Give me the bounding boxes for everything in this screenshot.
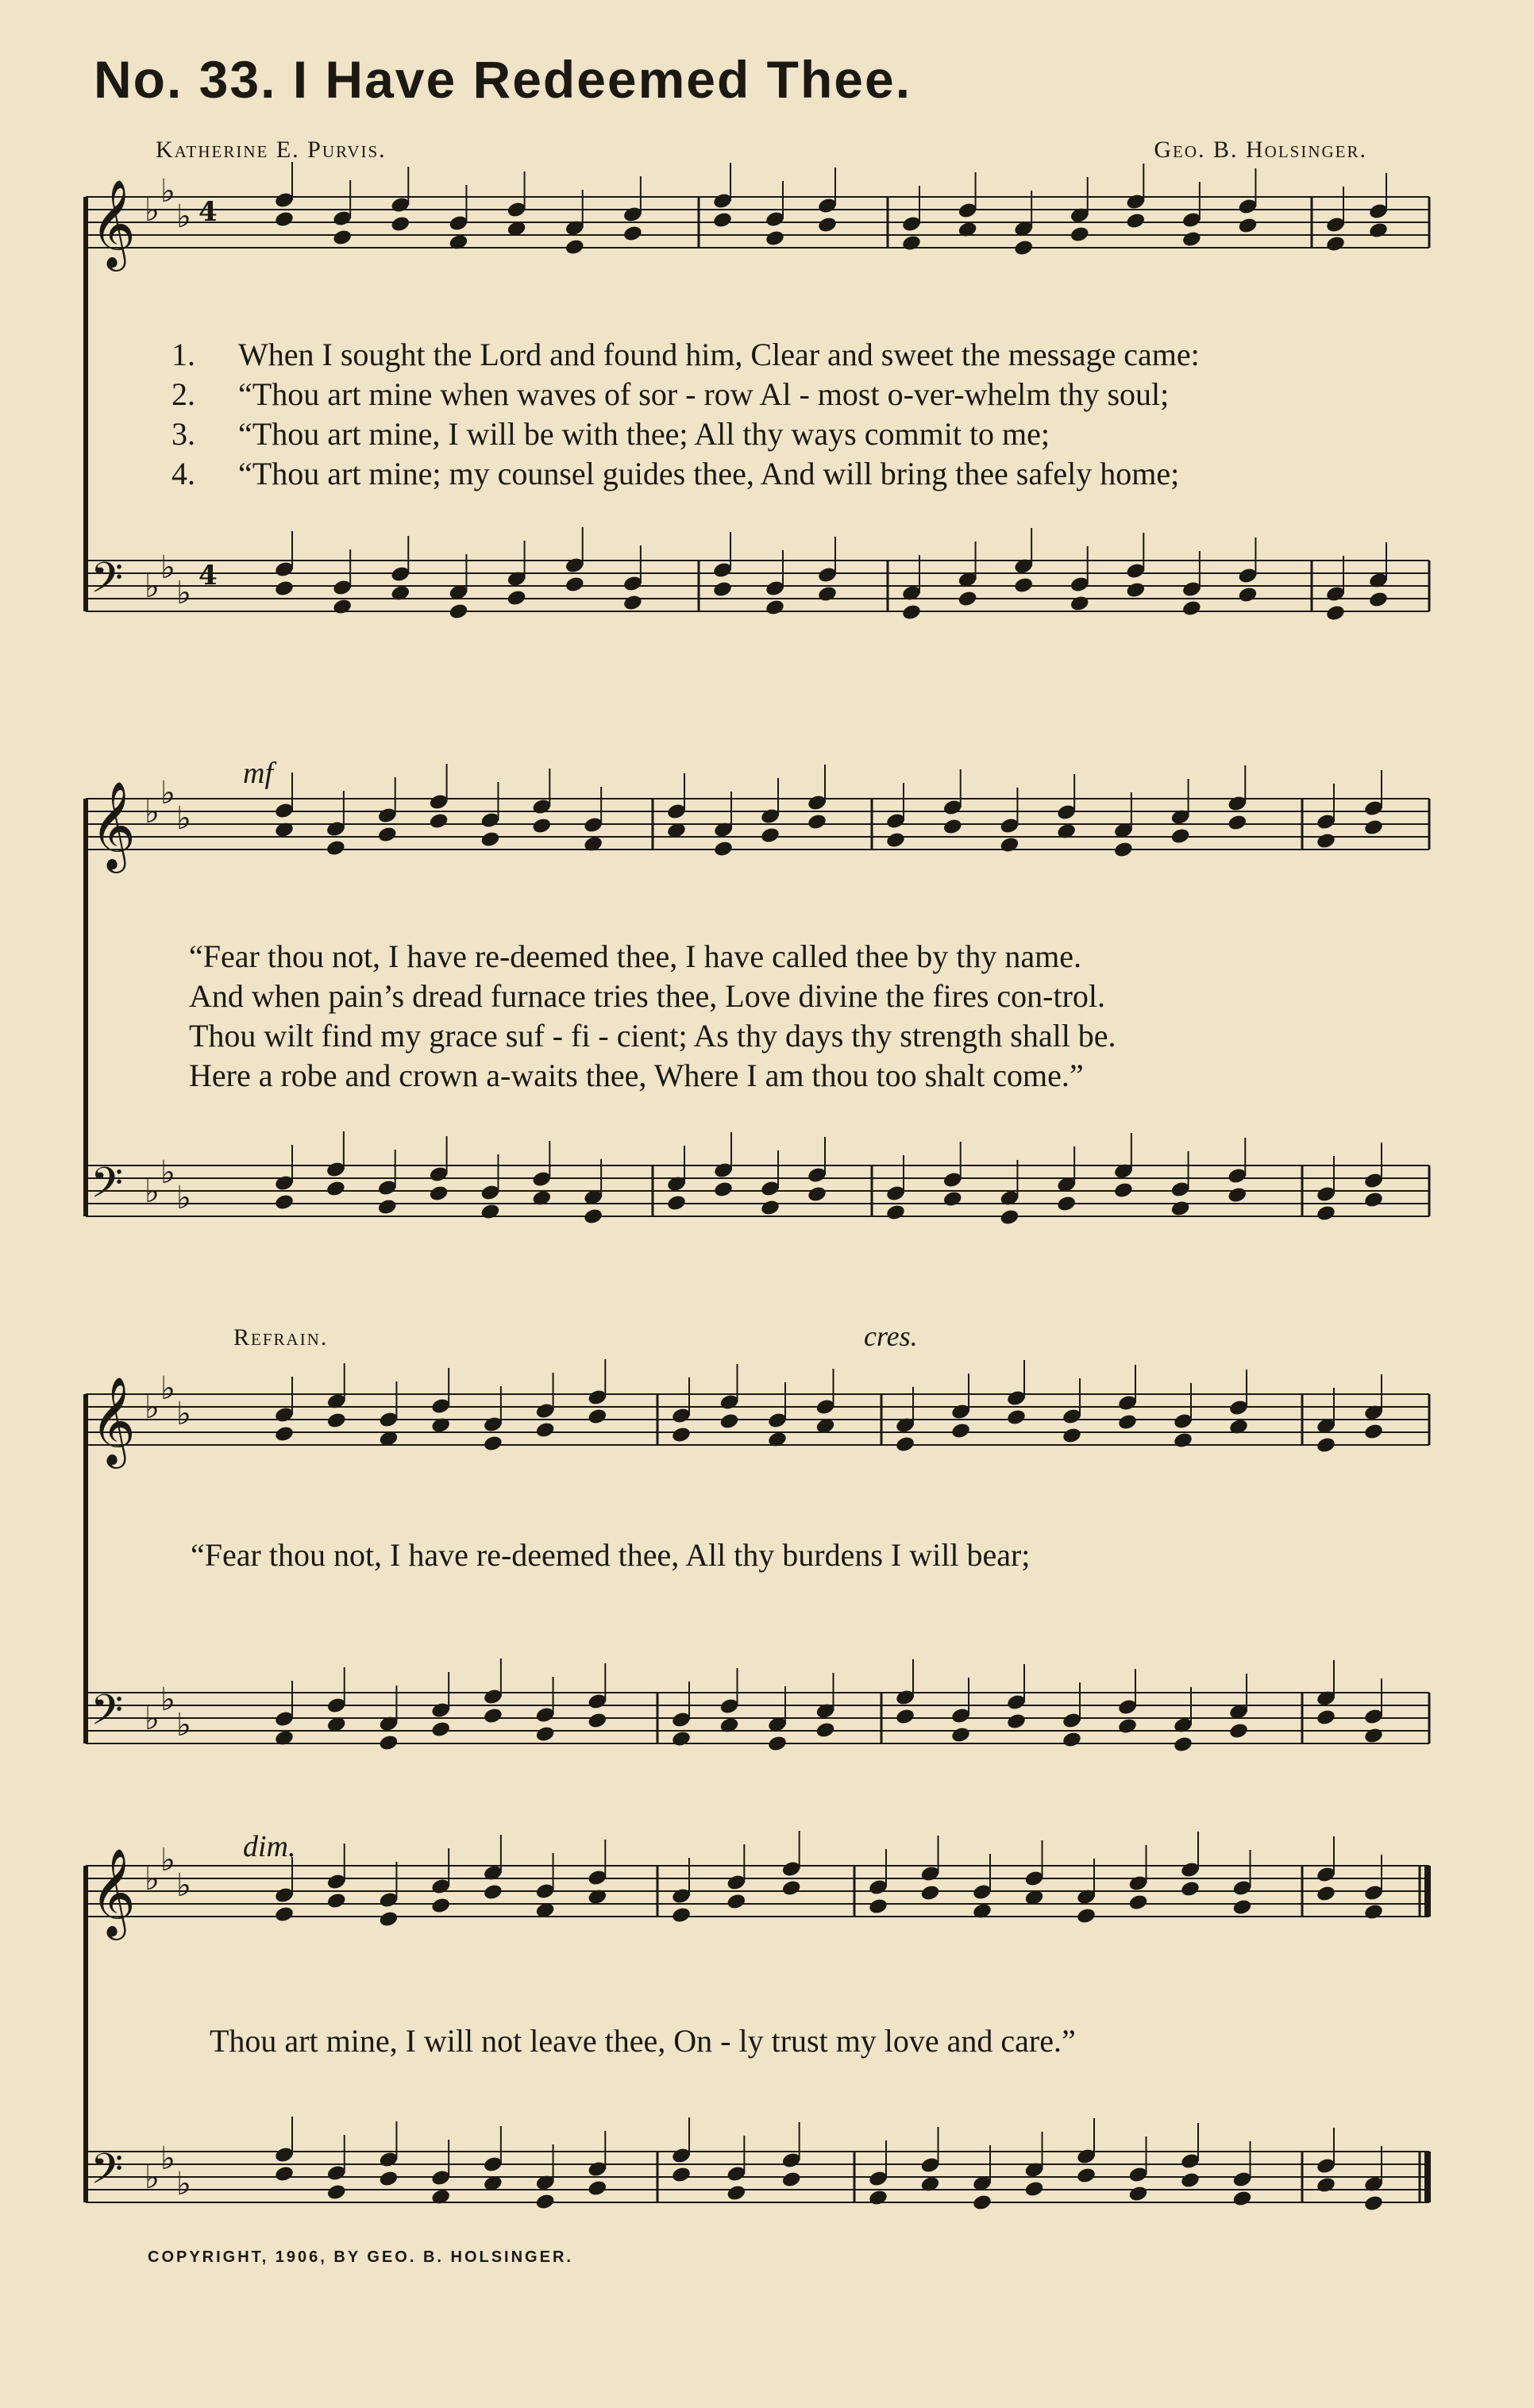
note-head [919, 1884, 940, 1902]
note-head [666, 1194, 687, 1212]
flat-sign: ♭ [145, 2159, 160, 2196]
flat-sign: ♭ [145, 1861, 160, 1898]
note-head [726, 1893, 746, 1911]
refrain-line-2: Thou art mine, I will not leave thee, On - ly trust my love and care.” [210, 2023, 1076, 2059]
note-head [760, 1199, 780, 1217]
flat-sign: ♭ [176, 1867, 191, 1904]
note-head [713, 840, 734, 858]
note-head [565, 238, 585, 256]
note-head [480, 1203, 500, 1221]
note-head [377, 826, 398, 844]
verse-text-1: When I sought the Lord and found him, Clear and sweet the message came: [238, 337, 1200, 372]
note-head [448, 603, 468, 621]
note-head [1316, 1709, 1336, 1727]
note-head [1173, 1431, 1193, 1450]
note-head [671, 1426, 692, 1444]
note-head [274, 1425, 295, 1443]
treble-clef: 𝄞 [91, 1376, 136, 1465]
note-head [1127, 1894, 1148, 1912]
note-head [1227, 814, 1247, 832]
note-head [901, 234, 922, 252]
verse-line-4 [172, 454, 1200, 494]
note-head [1113, 841, 1134, 859]
note-head [274, 210, 295, 229]
note-head [1316, 1885, 1336, 1903]
dynamic-mf: mf [243, 757, 273, 790]
composer-credit: Geo. B. Holsinger. [1154, 137, 1367, 163]
note-head [1368, 222, 1389, 240]
flat-sign: ♭ [160, 2140, 175, 2177]
note-head [326, 2183, 347, 2202]
note-head [1076, 1907, 1097, 1925]
note-head [999, 836, 1019, 854]
note-head [1056, 1195, 1077, 1213]
note-head [483, 1435, 503, 1453]
author-credit: Katherine E. Purvis. [156, 137, 387, 163]
verse-block [172, 335, 1200, 494]
verse-line-1 [172, 335, 1200, 375]
time-signature: 4 [198, 196, 218, 228]
note-head [1023, 2180, 1044, 2198]
note-head [1180, 1880, 1201, 1898]
note-head [534, 1725, 555, 1743]
continuation-line-4: Here a robe and crown a-waits thee, Where I am thou too shalt come.” [189, 1058, 1084, 1093]
verse-line-3 [172, 414, 1200, 454]
note-head [942, 1190, 963, 1208]
note-head [1013, 576, 1034, 595]
note-head [430, 1720, 451, 1739]
note-head [534, 1421, 555, 1439]
note-head [1013, 239, 1034, 257]
note-head [1363, 2194, 1384, 2213]
note-head [274, 1905, 295, 1924]
note-head [1363, 1423, 1384, 1441]
note-head [1170, 827, 1190, 846]
treble-clef: 𝄞 [91, 780, 136, 869]
note-head [765, 599, 785, 617]
flat-sign: ♭ [145, 568, 160, 605]
flat-sign: ♭ [160, 775, 175, 811]
note-head [565, 576, 585, 594]
note-head [483, 1707, 503, 1725]
flat-sign: ♭ [176, 1396, 191, 1432]
note-head [1113, 1181, 1134, 1200]
continuation-line-2: And when pain’s dread furnace tries thee, Love divine the fires con-trol. [189, 978, 1106, 1014]
note-head [1237, 586, 1258, 604]
note-head [719, 1412, 739, 1431]
note-head [1062, 1427, 1082, 1445]
note-head [781, 2171, 802, 2189]
flat-sign: ♭ [176, 1180, 191, 1216]
note-head [957, 590, 977, 608]
note-head [767, 1735, 788, 1753]
verse-number-1: 1. [172, 337, 195, 372]
verse-text-4: “Thou art mine; my counsel guides thee, And will bring thee safely home; [238, 456, 1180, 491]
note-head [1181, 230, 1202, 249]
note-head [1363, 1191, 1384, 1209]
note-head [377, 1198, 398, 1216]
note-head [1127, 2185, 1148, 2203]
dynamic-dim: dim. [243, 1830, 296, 1863]
note-head [671, 1730, 692, 1748]
note-head [817, 216, 838, 234]
note-head [807, 813, 827, 831]
note-head [1316, 1436, 1336, 1454]
note-head [506, 589, 526, 607]
note-head [332, 229, 353, 247]
note-head [583, 1208, 603, 1226]
note-head [430, 1897, 451, 1915]
time-signature: 4 [198, 560, 218, 591]
verse-line-2 [172, 375, 1200, 414]
note-head [781, 1879, 802, 1898]
note-head [726, 2184, 746, 2202]
continuation-line-1: “Fear thou not, I have re-deemed thee, I have called thee by thy name. [189, 938, 1081, 974]
note-head [1006, 1713, 1027, 1731]
note-head [1231, 2190, 1252, 2208]
note-head [671, 2166, 692, 2184]
note-head [1363, 1727, 1384, 1745]
note-head [1316, 1204, 1336, 1223]
note-head [712, 211, 733, 229]
bass-clef: 𝄢 [91, 1159, 124, 1218]
note-head [1237, 217, 1258, 235]
note-head [274, 1193, 295, 1212]
note-head [972, 2194, 992, 2212]
note-head [274, 580, 295, 598]
flat-sign: ♭ [176, 800, 191, 837]
flat-sign: ♭ [160, 1682, 175, 1718]
note-head [274, 2165, 295, 2183]
note-head [712, 580, 733, 599]
note-head [1181, 599, 1202, 618]
flat-sign: ♭ [176, 198, 191, 235]
continuation-line-3: Thou wilt find my grace suf - fi - cient; As thy days thy strength shall be. [189, 1018, 1116, 1054]
copyright-notice: COPYRIGHT, 1906, BY GEO. B. HOLSINGER. [148, 2248, 573, 2266]
verse-continuation-block [189, 937, 1116, 1096]
note-head [1117, 1413, 1138, 1431]
note-head [885, 831, 906, 850]
verse-number-3: 3. [172, 416, 195, 452]
note-head [950, 1726, 971, 1744]
note-head [531, 817, 552, 835]
note-head [378, 1910, 399, 1928]
note-head [817, 585, 838, 603]
note-head [1180, 2171, 1201, 2190]
note-head [534, 2193, 555, 2211]
bass-clef: 𝄢 [91, 2145, 124, 2204]
refrain-label: Refrain. [233, 1324, 329, 1350]
flat-sign: ♭ [160, 1154, 175, 1191]
flat-sign: ♭ [176, 2166, 191, 2202]
note-head [901, 603, 922, 622]
note-head [326, 1180, 346, 1198]
note-head [1316, 832, 1336, 850]
flat-sign: ♭ [160, 549, 175, 586]
note-head [1170, 1200, 1190, 1218]
verse-text-2: “Thou art mine when waves of sor - row Al - most o-ver-whelm thy soul; [238, 376, 1170, 412]
note-head [378, 2170, 399, 2188]
treble-clef: 𝄞 [91, 179, 136, 268]
note-head [760, 826, 780, 845]
note-head [713, 1181, 734, 1199]
note-head [332, 598, 353, 616]
note-head [1231, 1898, 1252, 1917]
note-head [1076, 2167, 1097, 2185]
verse-text-3: “Thou art mine, I will be with thee; All thy ways commit to me; [238, 416, 1050, 452]
bass-clef: 𝄢 [91, 1686, 124, 1745]
refrain-line-1: “Fear thou not, I have re-deemed thee, All thy burdens I will bear; [191, 1537, 1031, 1573]
note-head [895, 1435, 915, 1454]
note-head [1227, 1186, 1247, 1204]
note-head [1228, 1722, 1249, 1740]
flat-sign: ♭ [176, 1707, 191, 1743]
note-head [815, 1721, 835, 1740]
flat-sign: ♭ [145, 794, 160, 830]
note-head [1125, 581, 1146, 599]
flat-sign: ♭ [160, 1842, 175, 1878]
note-head [1070, 225, 1090, 244]
note-head [942, 818, 963, 836]
note-head [428, 812, 449, 830]
flat-sign: ♭ [145, 1701, 160, 1737]
note-head [326, 1892, 347, 1910]
flat-sign: ♭ [145, 1173, 160, 1210]
note-head [483, 1883, 503, 1901]
note-head [1062, 1731, 1082, 1749]
note-head [587, 1712, 607, 1730]
note-head [1325, 235, 1346, 253]
note-head [1316, 2176, 1336, 2194]
note-head [950, 1422, 971, 1440]
note-head [390, 215, 410, 233]
verse-number-4: 4. [172, 456, 195, 491]
note-head [1070, 595, 1090, 613]
note-head [326, 839, 346, 857]
note-head [480, 830, 500, 849]
note-head [622, 225, 643, 243]
flat-sign: ♭ [145, 1389, 160, 1426]
note-head [428, 1185, 449, 1203]
hymn-title: No. 33. I Have Redeemed Thee. [94, 50, 912, 109]
note-head [1173, 1736, 1193, 1754]
bass-clef: 𝄢 [91, 554, 124, 613]
note-head [587, 2179, 607, 2198]
note-head [1363, 1903, 1384, 1921]
note-head [1125, 212, 1146, 230]
note-head [1006, 1408, 1027, 1427]
flat-sign: ♭ [160, 173, 175, 210]
note-head [868, 1898, 888, 1916]
note-head [587, 1408, 607, 1426]
note-head [807, 1185, 827, 1204]
verse-number-2: 2. [172, 376, 195, 412]
note-head [895, 1708, 915, 1726]
note-head [868, 2189, 888, 2207]
flat-sign: ♭ [176, 575, 191, 611]
note-head [378, 1734, 399, 1752]
treble-clef: 𝄞 [91, 1847, 136, 1936]
flat-sign: ♭ [145, 192, 160, 229]
flat-sign: ♭ [160, 1370, 175, 1407]
note-head [1325, 604, 1346, 622]
note-head [1363, 819, 1384, 837]
note-head [1117, 1717, 1138, 1736]
dynamic-cres: cres. [864, 1320, 918, 1352]
note-head [622, 594, 643, 612]
note-head [326, 1412, 347, 1430]
note-head [885, 1204, 906, 1222]
note-head [671, 1906, 692, 1924]
note-head [765, 229, 785, 248]
note-head [999, 1208, 1019, 1227]
note-head [1368, 591, 1389, 609]
